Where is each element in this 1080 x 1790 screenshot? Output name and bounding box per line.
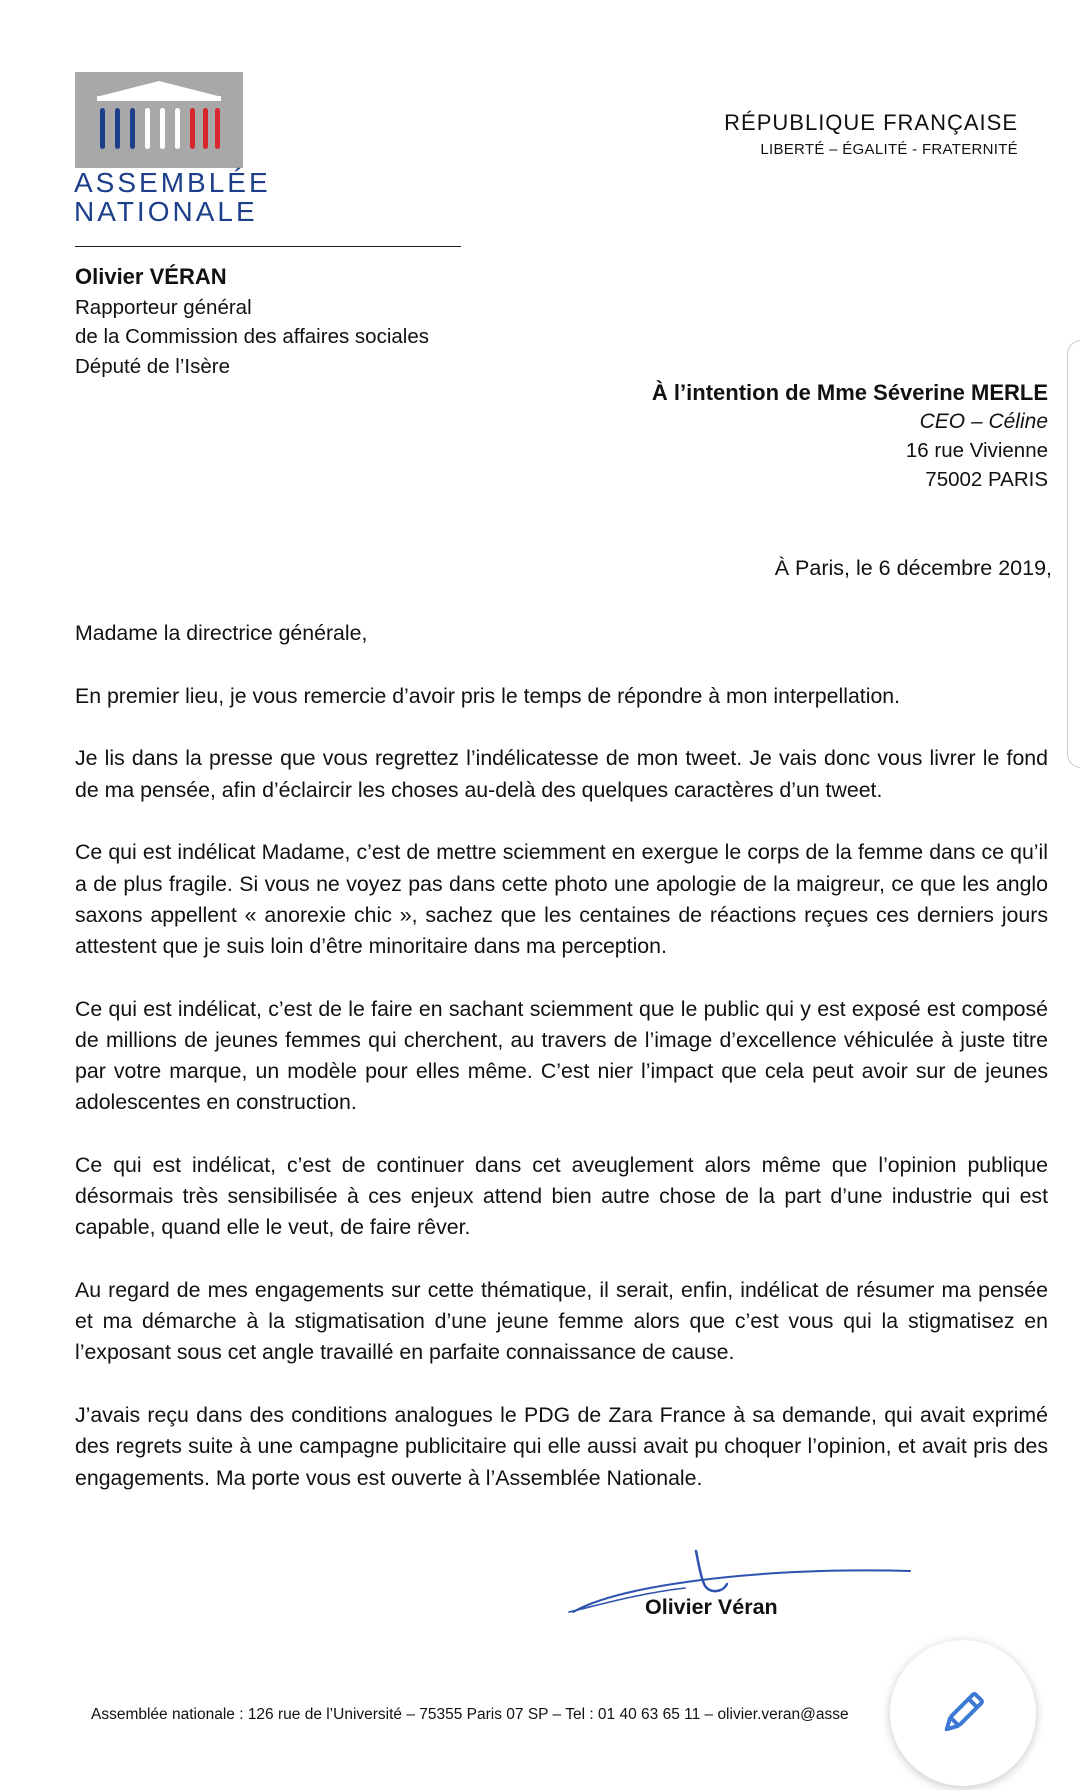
letter-date: À Paris, le 6 décembre 2019,	[774, 556, 1052, 580]
scroll-handle[interactable]	[1067, 340, 1080, 768]
pencil-icon	[937, 1687, 989, 1739]
edit-button[interactable]	[890, 1640, 1036, 1786]
recipient-street: 16 rue Vivienne	[905, 439, 1048, 462]
recipient-title: CEO – Céline	[919, 410, 1048, 433]
paragraph: Ce qui est indélicat, c’est de le faire en sachant sciemment que le public qui y est exposé est composé de millions de jeunes femmes qui cherchent, au travers de l’image d’excellence véhiculée à juste titre par votre marque, un modèle pour elles même. C’est nier l’impact que cela peut avoir sur de jeunes adolescentes en construction.	[75, 996, 1048, 1115]
divider	[75, 246, 461, 247]
republic-title: RÉPUBLIQUE FRANÇAISE	[724, 110, 1018, 135]
paragraph: Je lis dans la presse que vous regrettez l’indélicatesse de mon tweet. Je vais donc vous livrer le fond de ma pensée, afin d’éclaircir les choses au-delà des quelques caractères d’un tweet.	[75, 746, 1048, 802]
paragraph: J’avais reçu dans des conditions analogues le PDG de Zara France à sa demande, qui avait exprimé des regrets suite à une campagne publicitaire qui elle aussi avait pu choquer l’opinion, et avait pris des engagements. Ma porte vous est ouverte à l’Assemblée Nationale.	[75, 1403, 1048, 1490]
sender-role: Député de l’Isère	[75, 354, 230, 378]
paragraph: En premier lieu, je vous remercie d’avoir pris le temps de répondre à mon interpellation.	[75, 683, 901, 708]
republic-motto: LIBERTÉ – ÉGALITÉ - FRATERNITÉ	[760, 141, 1018, 158]
sender-name: Olivier VÉRAN	[75, 264, 227, 289]
letter-body	[75, 618, 1048, 1525]
paragraph: Ce qui est indélicat, c’est de continuer dans cet aveuglement alors même que l’opinion publique désormais très sensibilisée à ces enjeux attend bien autre chose de la part d’une industrie qui est capable, quand elle le veut, de faire rêver.	[75, 1152, 1048, 1240]
assemblee-logo-text: ASSEMBLÉE NATIONALE	[74, 167, 271, 227]
signature-name: Olivier Véran	[645, 1595, 778, 1619]
republic-header	[724, 110, 1018, 158]
sender-role: Rapporteur général	[75, 295, 252, 319]
salutation: Madame la directrice générale,	[75, 621, 368, 645]
sender-block	[75, 262, 429, 381]
footer-address: Assemblée nationale : 126 rue de l’Université – 75355 Paris 07 SP – Tel : 01 40 63 65 11 – olivier.veran@asse	[91, 1706, 849, 1723]
recipient-name: À l’intention de Mme Séverine MERLE	[651, 380, 1048, 405]
recipient-city: 75002 PARIS	[925, 468, 1048, 491]
paragraph: Ce qui est indélicat Madame, c’est de mettre sciemment en exergue le corps de la femme dans ce qu’il a de plus fragile. Si vous ne voyez pas dans cette photo une apologie de la maigreur, ce que les anglo saxons appellent « anorexie chic », sachez que les centaines de réactions reçues ces derniers jours attestent que je suis loin d’être minoritaire dans ma perception.	[75, 840, 1048, 958]
sender-role: de la Commission des affaires sociales	[75, 325, 429, 348]
assemblee-building-icon	[75, 72, 243, 168]
recipient-block	[652, 378, 1048, 494]
paragraph: Au regard de mes engagements sur cette thématique, il serait, enfin, indélicat de résumer ma pensée et ma démarche à la stigmatisation d’une jeune femme alors que c’est vous qui la stigmatisez en l’exposant sous cet angle travaillé en parfaite connaissance de cause.	[75, 1278, 1048, 1365]
assemblee-logo	[75, 72, 243, 168]
